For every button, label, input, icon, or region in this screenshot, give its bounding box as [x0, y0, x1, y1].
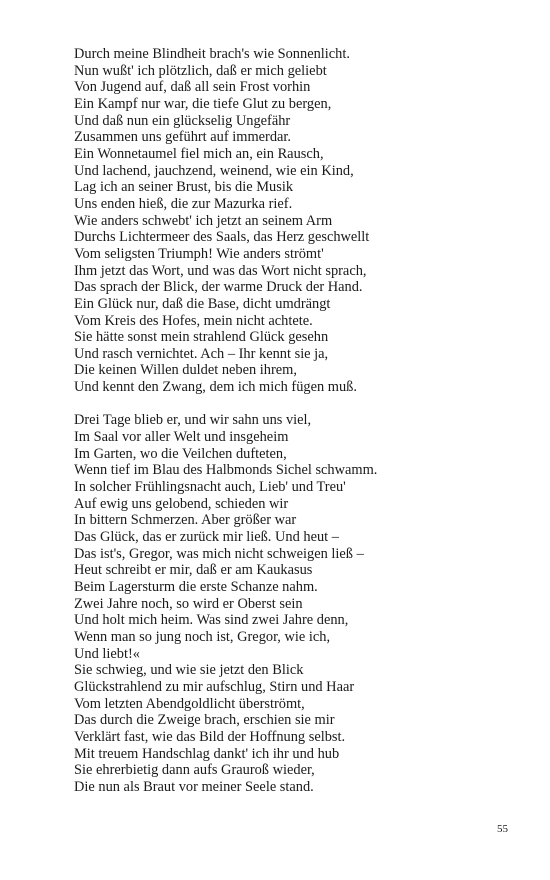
verse-line: Durchs Lichtermeer des Saals, das Herz geschwellt [74, 229, 370, 246]
verse-line: Das durch die Zweige brach, erschien sie mir [74, 712, 335, 729]
verse-line: Auf ewig uns gelobend, schieden wir [74, 495, 289, 512]
stanza-1 [74, 46, 514, 396]
verse-line: Und daß nun ein glückselig Ungefähr [74, 112, 291, 129]
verse-line: Die keinen Willen duldet neben ihrem, [74, 362, 297, 379]
verse-line: In solcher Frühlingsnacht auch, Lieb' und Treu' [74, 479, 346, 496]
verse-line: Zusammen uns geführt auf immerdar. [74, 129, 291, 146]
verse-line: Und holt mich heim. Was sind zwei Jahre denn, [74, 612, 349, 629]
verse-line: Glückstrahlend zu mir aufschlug, Stirn und Haar [74, 678, 355, 695]
verse-line: Vom Kreis des Hofes, mein nicht achtete. [74, 312, 313, 329]
verse-line: Das ist's, Gregor, was mich nicht schweigen ließ – [74, 545, 364, 562]
verse-line: Und liebt!« [74, 645, 140, 662]
verse-line: Mit treuem Handschlag dankt' ich ihr und hub [74, 745, 340, 762]
verse-line: Sie ehrerbietig dann aufs Grauroß wieder, [74, 762, 315, 779]
verse-line: Wenn man so jung noch ist, Gregor, wie ich, [74, 629, 331, 645]
verse-line: Ihm jetzt das Wort, und was das Wort nicht sprach, [74, 262, 367, 279]
verse-line: Drei Tage blieb er, und wir sahn uns viel, [74, 412, 312, 429]
verse-line: Im Garten, wo die Veilchen dufteten, [74, 445, 287, 462]
verse-line: Das Glück, das er zurück mir ließ. Und heut – [74, 529, 339, 546]
verse-line: Die nun als Braut vor meiner Seele stand. [74, 778, 314, 795]
verse-line: Ein Glück nur, daß die Base, dicht umdrängt [74, 295, 331, 312]
verse-line: Wie anders schwebt' ich jetzt an seinem Arm [74, 212, 333, 229]
verse-line: Und lachend, jauchzend, weinend, wie ein Kind, [74, 162, 354, 179]
verse-line: Sie schwieg, und wie sie jetzt den Blick [74, 662, 304, 679]
verse-line: Und rasch vernichtet. Ach – Ihr kennt sie ja, [74, 345, 329, 362]
verse-line: Durch meine Blindheit brach's wie Sonnenlicht. [74, 46, 350, 62]
verse-line: Wenn tief im Blau des Halbmonds Sichel schwamm. [74, 462, 378, 479]
verse-line: Im Saal vor aller Welt und insgeheim [74, 429, 289, 446]
verse-line: In bittern Schmerzen. Aber größer war [74, 512, 297, 529]
verse-line: Und kennt den Zwang, dem ich mich fügen muß. [74, 379, 357, 396]
verse-line: Ein Wonnetaumel fiel mich an, ein Rausch, [74, 145, 324, 162]
stanza-2 [74, 412, 514, 795]
verse-line: Von Jugend auf, daß all sein Frost vorhin [74, 79, 311, 96]
page-number: 55 [497, 823, 508, 835]
poem-body [74, 46, 514, 796]
verse-line: Vom seligsten Triumph! Wie anders strömt' [74, 245, 324, 262]
verse-line: Heut schreibt er mir, daß er am Kaukasus [74, 562, 313, 579]
verse-line: Ein Kampf nur war, die tiefe Glut zu bergen, [74, 95, 332, 112]
verse-line: Vom letzten Abendgoldlicht überströmt, [74, 695, 305, 712]
verse-line: Verklärt fast, wie das Bild der Hoffnung selbst. [74, 728, 346, 745]
verse-line: Uns enden hieß, die zur Mazurka rief. [74, 195, 293, 212]
verse-line: Zwei Jahre noch, so wird er Oberst sein [74, 595, 303, 612]
verse-line: Das sprach der Blick, der warme Druck der Hand. [74, 279, 363, 296]
verse-line: Sie hätte sonst mein strahlend Glück gesehn [74, 329, 329, 346]
verse-line: Beim Lagersturm die erste Schanze nahm. [74, 579, 318, 596]
verse-line: Lag ich an seiner Brust, bis die Musik [74, 179, 294, 196]
verse-line: Nun wußt' ich plötzlich, daß er mich geliebt [74, 62, 327, 79]
